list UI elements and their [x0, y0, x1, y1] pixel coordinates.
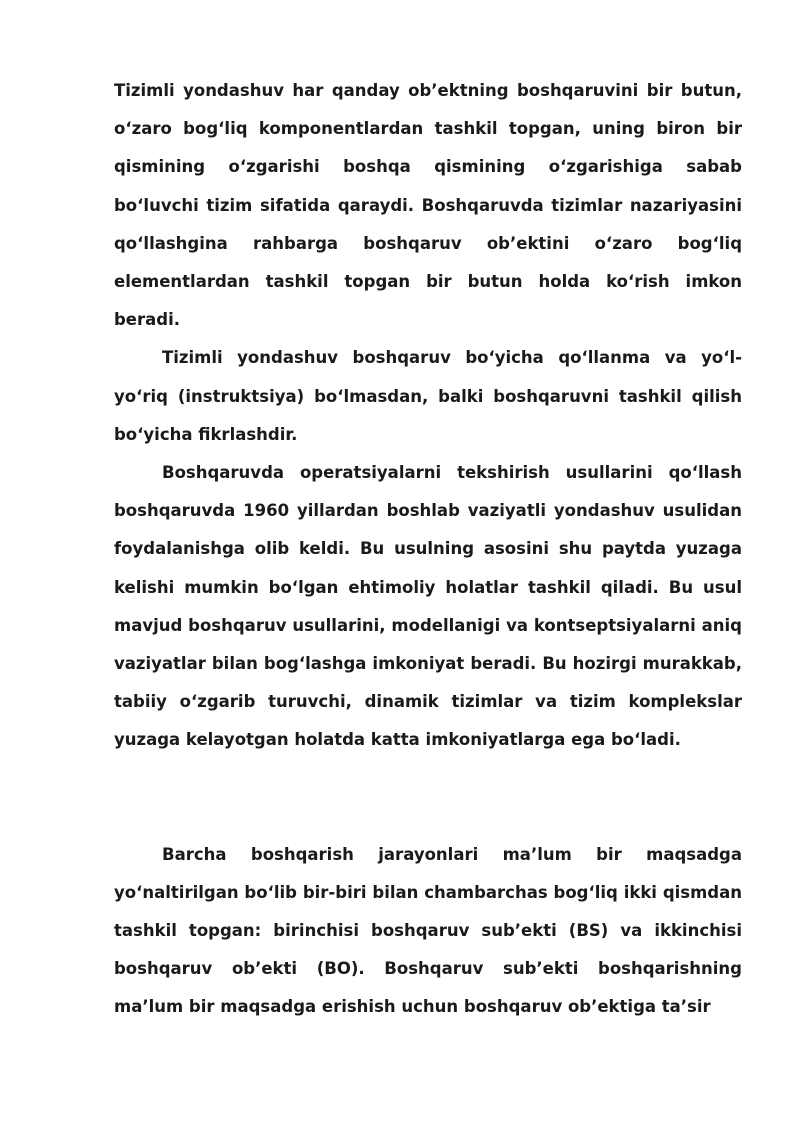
paragraph-systems-thinking: Tizimli yondashuv boshqaruv bo‘yicha qo‘llanma va yo‘l-yo‘riq (instruktsiya) bo‘lmasdan, balki boshqaruvni tashkil qilish bo‘yicha fikrlashdir. — [114, 348, 742, 444]
paragraph-management-subject-object: Barcha boshqarish jarayonlari ma’lum bir maqsadga yo‘naltirilgan bo‘lib bir-biri bilan chambarchas bog‘liq ikki qismdan tashkil topgan: birinchisi boshqaruv sub’ekti (BS) va ikkinchisi boshqaruv ob’ekti (BO). Boshqaruv sub’ekti boshqarishning ma’lum bir maqsadga erishish uchun boshqaruv ob’ektiga ta’sir — [114, 844, 742, 1017]
paragraph-gap — [114, 760, 742, 836]
paragraph-situational-approach: Boshqaruvda operatsiyalarni tekshirish usullarini qo‘llash boshqaruvda 1960 yillardan boshlab vaziyatli yondashuv usulidan foydalanishga olib keldi. Bu usulning asosini shu paytda yuzaga kelishi mumkin bo‘lgan ehtimoliy holatlar tashkil qiladi. Bu usul mavjud boshqaruv usullarini, modellanigi va kontseptsiyalarni aniq vaziyatlar bilan bog‘lashga imkoniyat beradi. Bu hozirgi murakkab, tabiiy o‘zgarib turuvchi, dinamik tizimlar va tizim komplekslar yuzaga kelayotgan holatda katta imkoniyatlarga ega bo‘ladi. — [114, 463, 742, 750]
paragraph-systems-approach: Tizimli yondashuv har qanday ob’ektning boshqaruvini bir butun, o‘zaro bog‘liq komponentlardan tashkil topgan, uning biron bir qismining o‘zgarishi boshqa qismining o‘zgarishiga sabab bo‘luvchi tizim sifatida qaraydi. Boshqaruvda tizimlar nazariyasini qo‘llashgina rahbarga boshqaruv ob’ektini o‘zaro bog‘liq elementlardan tashkil topgan bir butun holda ko‘rish imkon beradi. — [114, 81, 742, 330]
document-page — [114, 72, 742, 1027]
